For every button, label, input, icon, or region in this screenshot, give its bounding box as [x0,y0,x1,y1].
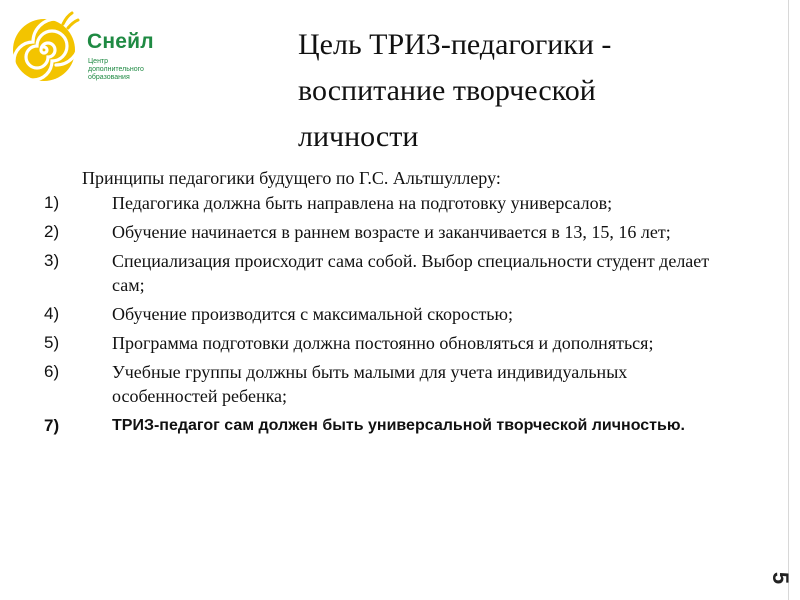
logo-subtitle-line: Центр [88,58,109,65]
list-item [44,331,734,355]
item-text: Учебные группы должны быть малыми для учета индивидуальных особенностей ребенка; [112,362,628,406]
logo-subtitle-line: дополнительного [88,66,144,73]
slide-body [44,166,734,443]
snail-spiral-icon [8,10,82,84]
list-item [44,360,734,408]
item-text: Педагогика должна быть направлена на подготовку универсалов; [112,193,613,213]
list-item [44,220,734,244]
item-text: Программа подготовки должна постоянно обновляться и дополняться; [112,333,654,353]
logo-subtitle-line: образования [88,74,130,81]
page-number: 5 [768,571,793,585]
item-number: 1) [44,193,60,212]
item-text: Обучение производится с максимальной скоростью; [112,304,513,324]
item-number: 3) [44,251,60,270]
slide-title: Цель ТРИЗ-педагогики - воспитание творческой личности [298,28,612,153]
intro-text: Принципы педагогики будущего по Г.С. Альтшуллеру: [82,168,501,188]
principles-list [44,191,734,438]
logo [8,10,168,90]
list-item-bold [44,413,734,438]
item-number: 6) [44,362,60,381]
item-number: 2) [44,222,60,241]
logo-name: Снейл [87,30,154,53]
logo-subtitle [88,58,178,82]
item-number: 7) [44,416,60,435]
list-item [44,249,734,297]
item-number: 5) [44,333,60,352]
item-text: Обучение начинается в раннем возрасте и заканчивается в 13, 15, 16 лет; [112,222,671,242]
right-edge-bar [788,0,800,600]
item-text: ТРИЗ-педагог сам должен быть универсальной творческой личностью. [112,417,685,434]
item-text: Специализация происходит сама собой. Выбор специальности студент делает сам; [112,251,710,295]
list-item [44,302,734,326]
list-item [44,191,734,215]
item-number: 4) [44,304,60,323]
